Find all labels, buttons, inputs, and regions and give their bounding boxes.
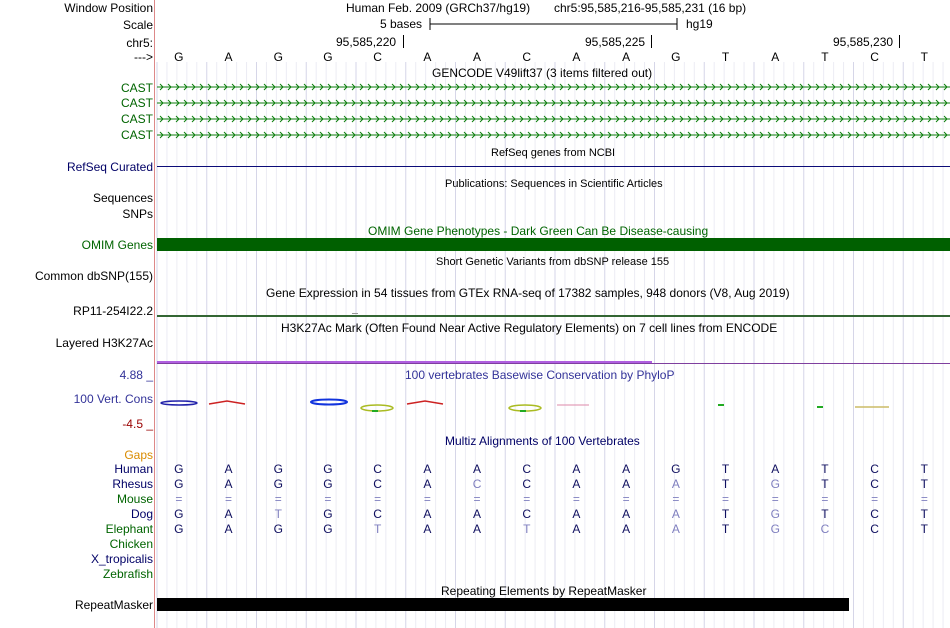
gencode-track-title: GENCODE V49lift37 (3 items filtered out) (432, 66, 653, 80)
alignment-base: = (871, 492, 879, 506)
alignment-base: C (870, 507, 879, 521)
multiz-track-title: Multiz Alignments of 100 Vertebrates (445, 434, 640, 448)
omim-phenotype-bar[interactable] (157, 238, 950, 251)
omim-label[interactable]: OMIM Genes (81, 238, 153, 252)
h3k27ac-track-title: H3K27Ac Mark (Often Found Near Active Regulatory Elements) on 7 cell lines from ENCODE (281, 321, 778, 335)
scale-db: hg19 (686, 17, 713, 31)
alignment-base: = (324, 492, 332, 506)
alignment-base: T (274, 507, 282, 521)
sequence-base: A (473, 50, 482, 64)
alignment-base: G (770, 522, 780, 536)
alignment-base: T (721, 462, 730, 476)
alignment-base: C (373, 477, 382, 491)
gencode-item-label[interactable]: CAST (120, 81, 153, 95)
phylop-logo[interactable] (157, 396, 950, 416)
alignment-base: G (770, 507, 780, 521)
sequence-base: C (373, 50, 382, 64)
chrom-label: chr5: (126, 36, 153, 50)
sequence-base: G (323, 50, 333, 64)
alignment-base: G (174, 462, 184, 476)
alignment-base: A (473, 522, 482, 536)
alignment-base: G (174, 477, 184, 491)
gtex-expression-mark (352, 313, 358, 314)
alignment-base: G (323, 507, 333, 521)
alignment-base: T (373, 522, 382, 536)
h3k27ac-label[interactable]: Layered H3K27Ac (55, 336, 153, 350)
refseq-gene-line[interactable] (157, 166, 950, 167)
repeatmasker-track-title: Repeating Elements by RepeatMasker (441, 584, 647, 598)
alignment-base: A (622, 477, 631, 491)
species-label[interactable]: Zebrafish (102, 567, 153, 581)
gencode-item-label[interactable]: CAST (120, 112, 153, 126)
sequence-base: A (572, 50, 581, 64)
omim-track-title: OMIM Gene Phenotypes - Dark Green Can Be Disease-causing (368, 224, 709, 238)
coord-tick-label: 95,585,230 (833, 35, 894, 49)
alignment-base: = (175, 492, 183, 506)
alignment-base: A (622, 507, 631, 521)
alignment-base: G (273, 462, 283, 476)
alignment-base: C (373, 507, 382, 521)
alignment-base: T (920, 462, 929, 476)
gtex-gene-label[interactable]: RP11-254I22.2 (73, 304, 153, 318)
sequence-base: A (771, 50, 780, 64)
alignment-base: A (224, 477, 233, 491)
alignment-base: = (423, 492, 431, 506)
alignment-base: A (224, 522, 233, 536)
species-label[interactable]: Mouse (116, 492, 153, 506)
alignment-base: T (821, 507, 829, 521)
gencode-item-label[interactable]: CAST (120, 96, 153, 110)
alignment-base: G (174, 522, 184, 536)
species-label[interactable]: Human (114, 462, 153, 476)
sequence-base: A (622, 50, 631, 64)
window-position-label: Window Position (64, 1, 153, 15)
alignment-base: A (671, 507, 680, 521)
cons-max-label: 4.88 _ (119, 368, 153, 382)
sequence-base: C (522, 50, 532, 64)
sequence-base: A (224, 50, 233, 64)
alignment-base: A (423, 507, 432, 521)
coord-tick (899, 35, 900, 48)
alignment-base: A (473, 462, 482, 476)
alignment-base: = (572, 492, 580, 506)
alignment-base: = (473, 492, 481, 506)
alignment-base: C (522, 507, 532, 521)
alignment-base: = (821, 492, 829, 506)
alignment-base: C (870, 522, 879, 536)
alignment-base: G (671, 462, 681, 476)
alignment-base: T (721, 477, 730, 491)
alignment-base: A (572, 477, 581, 491)
assembly-title: Human Feb. 2009 (GRCh37/hg19) (346, 1, 531, 15)
dbsnp-track-title: Short Genetic Variants from dbSNP release 155 (436, 256, 670, 268)
label-divider (154, 0, 155, 628)
alignment-base: C (870, 477, 879, 491)
species-label[interactable]: X_tropicalis (90, 552, 153, 566)
alignment-base: A (572, 507, 581, 521)
species-label[interactable]: Dog (130, 507, 153, 521)
alignment-base: G (323, 522, 333, 536)
sequence-base: A (423, 50, 432, 64)
alignment-base: C (522, 462, 532, 476)
gencode-item-label[interactable]: CAST (120, 128, 153, 142)
alignment-base: = (374, 492, 382, 506)
alignment-base: T (821, 462, 829, 476)
alignment-base: C (472, 477, 482, 491)
sequence-base: T (721, 50, 730, 64)
alignment-base: C (820, 522, 830, 536)
alignment-base: G (273, 477, 283, 491)
scale-bar (429, 16, 679, 32)
window-position: chr5:95,585,216-95,585,231 (16 bp) (554, 1, 747, 15)
alignment-base: A (423, 462, 432, 476)
refseq-track-title: RefSeq genes from NCBI (491, 147, 616, 159)
alignment-base: A (473, 507, 482, 521)
cons-label[interactable]: 100 Vert. Cons (73, 392, 153, 406)
refseq-label[interactable]: RefSeq Curated (66, 160, 153, 174)
alignment-base: T (523, 522, 531, 536)
sequence-base: G (671, 50, 681, 64)
species-label[interactable]: Chicken (109, 537, 153, 551)
sequence-base: T (920, 50, 929, 64)
scale-label: Scale (122, 18, 153, 32)
alignment-base: A (423, 477, 432, 491)
gtex-track-title: Gene Expression in 54 tissues from GTEx RNA-seq of 17382 samples, 948 donors (V8, Aug 2019) (266, 286, 790, 300)
alignment-base: T (821, 477, 829, 491)
coord-tick-label: 95,585,220 (336, 35, 397, 49)
gtex-gene-line[interactable] (157, 315, 950, 317)
alignment-base: A (572, 522, 581, 536)
alignment-base: = (622, 492, 630, 506)
alignment-base: T (721, 507, 730, 521)
alignment-base: G (323, 477, 333, 491)
cons-min-label: -4.5 _ (122, 417, 153, 431)
gaps-label[interactable]: Gaps (124, 448, 153, 462)
h3k27ac-baseline (157, 363, 950, 364)
alignment-base: = (672, 492, 680, 506)
scale-text: 5 bases (380, 17, 423, 31)
alignment-base: A (671, 522, 680, 536)
alignment-base: C (870, 462, 879, 476)
sequence-base: G (174, 50, 184, 64)
species-label[interactable]: Rhesus (112, 477, 153, 491)
cons-track-title: 100 vertebrates Basewise Conservation by PhyloP (405, 368, 675, 382)
alignment-base: A (622, 462, 631, 476)
species-label[interactable]: Elephant (105, 522, 153, 536)
dbsnp-label[interactable]: Common dbSNP(155) (34, 269, 153, 283)
alignment-base: T (920, 522, 929, 536)
gencode-transcripts[interactable] (157, 80, 950, 144)
sequence-base: T (821, 50, 829, 64)
alignment-base: = (771, 492, 779, 506)
coord-tick (651, 35, 652, 48)
coord-tick-label: 95,585,225 (585, 35, 646, 49)
sequence-base: C (870, 50, 879, 64)
alignment-base: C (522, 477, 532, 491)
alignment-base: A (423, 522, 432, 536)
coord-tick (403, 35, 404, 48)
alignment-base: T (920, 507, 929, 521)
alignment-base: T (721, 522, 730, 536)
alignment-base: C (373, 462, 382, 476)
publications-track-title: Publications: Sequences in Scientific Articles (445, 178, 663, 190)
alignment-base: A (671, 477, 680, 491)
alignment-base: = (274, 492, 282, 506)
alignment-base: A (771, 462, 780, 476)
alignment-base: A (622, 522, 631, 536)
strand-label: ---> (134, 50, 153, 64)
alignment-base: A (572, 462, 581, 476)
alignment-base: G (770, 477, 780, 491)
publications-sequences-label[interactable]: Sequences (92, 191, 153, 205)
alignment-base: A (224, 462, 233, 476)
alignment-base: T (920, 477, 929, 491)
alignment-base: = (523, 492, 531, 506)
sequence-base: G (273, 50, 283, 64)
publications-snps-label[interactable]: SNPs (122, 207, 153, 221)
alignment-base: G (273, 522, 283, 536)
repeatmasker-element[interactable] (157, 598, 849, 611)
alignment-base: A (224, 507, 233, 521)
alignment-base: = (225, 492, 233, 506)
alignment-base: G (323, 462, 333, 476)
alignment-base: G (174, 507, 184, 521)
alignment-base: = (920, 492, 928, 506)
repeatmasker-label[interactable]: RepeatMasker (74, 598, 153, 612)
alignment-base: = (722, 492, 730, 506)
